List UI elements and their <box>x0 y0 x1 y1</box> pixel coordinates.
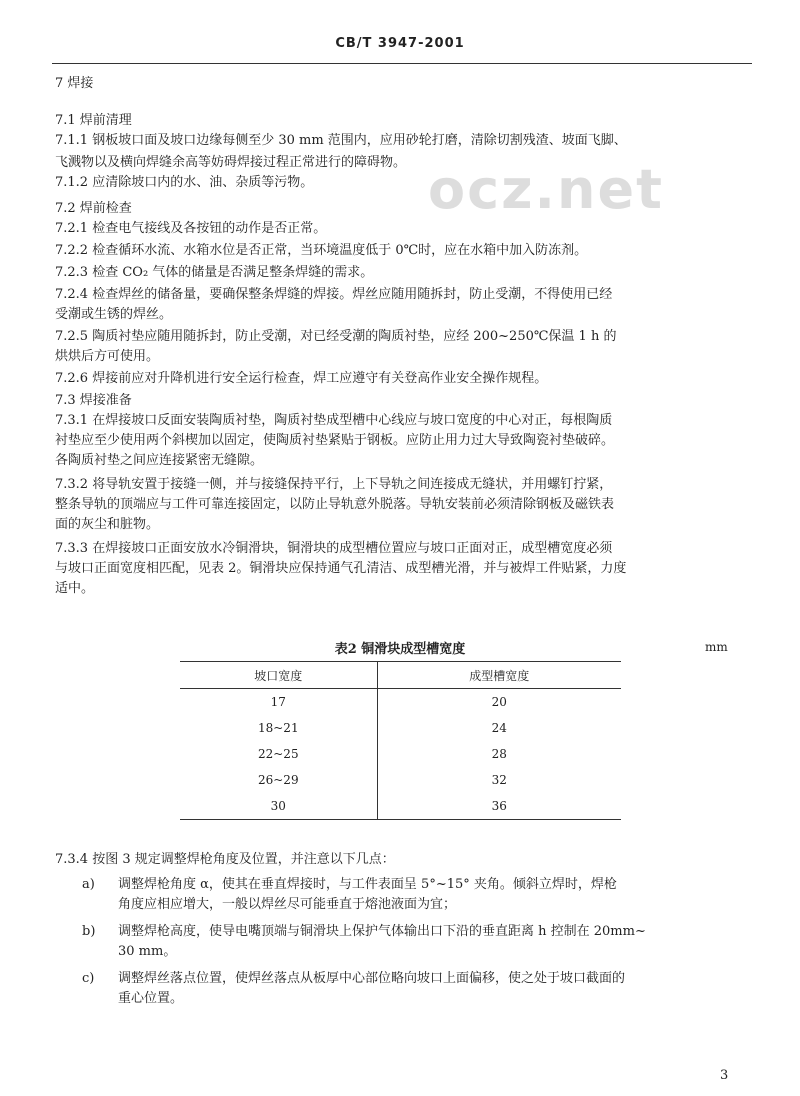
body-line: 7.2.5 陶质衬垫应随用随拆封，防止受潮，对已经受潮的陶质衬垫，应经 200~250℃保温 1 h 的 <box>55 329 617 344</box>
standard-code: CB/T 3947-2001 <box>335 36 465 51</box>
body-line: 7.1.1 钢板坡口面及坡口边缘每侧至少 30 mm 范围内，应用砂轮打磨，清除切割残渣、坡面飞脚、 <box>55 133 627 148</box>
item-a-line: 调整焊枪角度 α，使其在垂直焊接时，与工件表面呈 5°~15° 夹角。倾斜立焊时，焊枪 <box>118 877 617 892</box>
item-a-line: 角度应相应增大，一般以焊丝尽可能垂直于熔池液面为宜； <box>118 897 457 912</box>
col-header-groove-width: 成型槽宽度 <box>377 662 621 689</box>
clause-7-3-4: 7.3.4 按图 3 规定调整焊枪角度及位置，并注意以下几点： <box>55 852 395 867</box>
table-cell: 36 <box>377 793 621 820</box>
table-cell: 26~29 <box>180 767 377 793</box>
item-c-line: 重心位置。 <box>118 991 184 1006</box>
body-line: 7.2.3 检查 CO₂ 气体的储量是否满足整条焊缝的需求。 <box>55 265 374 280</box>
body-line: 面的灰尘和脏物。 <box>55 517 160 532</box>
table-row <box>180 741 621 767</box>
table-unit: mm <box>705 640 728 654</box>
watermark: ocz.net <box>428 158 664 221</box>
body-line: 与坡口正面宽度相匹配，见表 2。铜滑块应保持通气孔清洁、成型槽光滑，并与被焊工件贴紧，力度 <box>55 561 627 576</box>
body-line: 各陶质衬垫之间应连接紧密无缝隙。 <box>55 453 264 468</box>
item-c-label: c) <box>82 971 95 986</box>
body-line: 7.3.2 将导轨安置于接缝一侧，并与接缝保持平行，上下导轨之间连接成无缝状，并用螺钉拧紧， <box>55 477 613 492</box>
body-line: 受潮或生锈的焊丝。 <box>55 307 173 322</box>
body-line: 衬垫应至少使用两个斜楔加以固定，使陶质衬垫紧贴于钢板。应防止用力过大导致陶瓷衬垫破碎。 <box>55 433 615 448</box>
table-cell: 24 <box>491 721 507 735</box>
body-line: 7.3.3 在焊接坡口正面安放水冷铜滑块，铜滑块的成型槽位置应与坡口正面对正，成型槽宽度必须 <box>55 541 613 556</box>
body-line: 7.1 焊前清理 <box>55 113 132 128</box>
item-b-line: 调整焊枪高度，使导电嘴顶端与铜滑块上保护气体输出口下沿的垂直距离 h 控制在 20mm~ <box>118 924 646 939</box>
body-line: 7.2.2 检查循环水流、水箱水位是否正常，当环境温度低于 0℃时，应在水箱中加入防冻剂。 <box>55 243 588 258</box>
item-b-line: 30 mm。 <box>118 944 177 959</box>
table-caption: 表2 铜滑块成型槽宽度 <box>334 642 466 657</box>
table-cell: 20 <box>491 695 507 709</box>
item-a-label: a) <box>82 877 95 892</box>
body-line: 7.2.4 检查焊丝的储备量，要确保整条焊缝的焊接。焊丝应随用随拆封，防止受潮，不得使用已经 <box>55 287 613 302</box>
body-line: 7.2.1 检查电气接线及各按钮的动作是否正常。 <box>55 221 327 236</box>
table-cell: 28 <box>491 747 507 761</box>
body-line: 7.3 焊接准备 <box>55 393 132 408</box>
table-row <box>180 689 621 716</box>
slider-groove-width-table <box>180 661 621 820</box>
body-line: 适中。 <box>55 581 95 596</box>
table-cell: 22~25 <box>180 741 377 767</box>
body-line: 飞溅物以及横向焊缝余高等妨碍焊接过程正常进行的障碍物。 <box>55 155 407 170</box>
page-number: 3 <box>720 1068 729 1083</box>
body-line: 7.2.6 焊接前应对升降机进行安全运行检查，焊工应遵守有关登高作业安全操作规程。 <box>55 371 548 386</box>
item-b-label: b) <box>82 924 96 939</box>
body-line: 烘烘后方可使用。 <box>55 349 160 364</box>
table-row <box>180 793 621 820</box>
table-cell: 30 <box>180 793 377 820</box>
table-row <box>180 715 621 741</box>
body-line: 7.3.1 在焊接坡口反面安装陶质衬垫，陶质衬垫成型槽中心线应与坡口宽度的中心对正，每根陶质 <box>55 413 613 428</box>
table-cell: 18~21 <box>180 715 377 741</box>
table-cell: 17 <box>180 689 377 716</box>
table-cell: 32 <box>491 773 507 787</box>
col-header-bevel-width: 坡口宽度 <box>180 662 377 689</box>
body-line: 7.1.2 应清除坡口内的水、油、杂质等污物。 <box>55 175 314 190</box>
body-line: 7 焊接 <box>55 76 94 91</box>
body-line: 7.2 焊前检查 <box>55 201 132 216</box>
header-rule <box>52 63 752 64</box>
item-c-line: 调整焊丝落点位置，使焊丝落点从板厚中心部位略向坡口上面偏移，使之处于坡口截面的 <box>118 971 626 986</box>
body-line: 整条导轨的顶端应与工件可靠连接固定，以防止导轨意外脱落。导轨安装前必须清除钢板及磁铁表 <box>55 497 615 512</box>
table-row <box>180 767 621 793</box>
